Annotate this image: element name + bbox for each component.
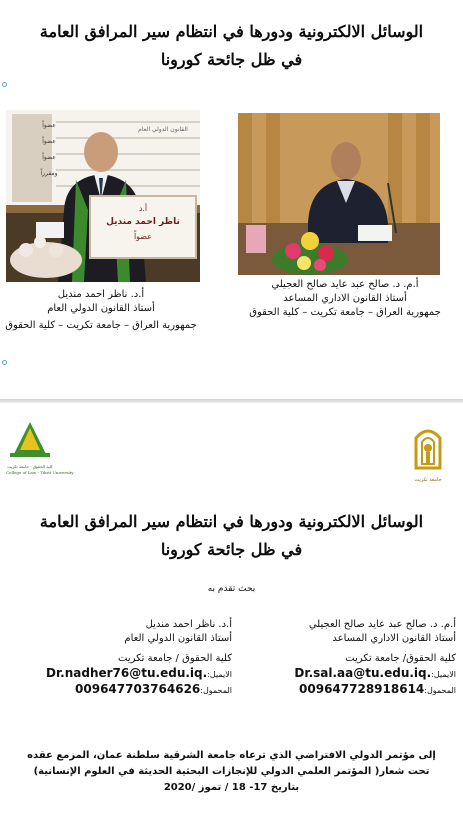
author-left-phone: 009647703764626 <box>75 682 201 696</box>
caption-left-affiliation: جمهورية العراق – جامعة تكريت – كلية الحقوق <box>5 320 197 331</box>
margin-dot <box>2 360 7 365</box>
nameplate <box>92 202 194 243</box>
author-right-name: أ.م. د. صالح عبد عايد صالح العجيلي <box>308 619 456 630</box>
page-title-line1: الوسائل الالكترونية ودورها في انتظام سير المرافق العامة <box>39 22 424 41</box>
nameplate-line2: ناظر احمد منديل <box>106 217 180 227</box>
conference-text <box>20 748 443 796</box>
college-logo-icon <box>6 420 54 460</box>
caption-left-title: أستاذ القانون الدولي العام <box>47 303 155 314</box>
caption-right-title: أستاذ القانون الاداري المساعد <box>283 293 407 304</box>
photo-right <box>238 113 440 275</box>
college-logo-text-ar: كلية الحقوق - جامعة تكريت <box>7 464 53 469</box>
page-divider <box>0 399 463 403</box>
author-right-affiliation: كلية الحقوق/ جامعة تكريت <box>345 653 456 664</box>
college-of-law-logo <box>6 420 74 475</box>
board-label-1: عضواً <box>42 122 56 129</box>
author-right-phone-row <box>232 682 456 698</box>
university-logo-text: جامعة تكريت <box>414 477 442 483</box>
page-title-line2: في ظل جائحة كورونا <box>160 50 303 69</box>
photo-left <box>6 110 200 282</box>
margin-dot <box>2 82 7 87</box>
presented-by: بحث تقدم به <box>207 584 256 594</box>
caption-right-affiliation: جمهورية العراق – جامعة تكريت – كلية الحقوق <box>249 307 441 318</box>
conference-line3: بتاريخ 17- 18 / تموز /2020 <box>163 782 300 793</box>
author-right-title: أستاذ القانون الاداري المساعد <box>332 633 456 644</box>
university-logo-icon <box>406 424 450 472</box>
paper-title-line1: الوسائل الالكترونية ودورها في انتظام سير المرافق العامة <box>39 512 424 531</box>
tikrit-university-logo <box>406 424 450 484</box>
author-left-name: أ.د. ناظر احمد منديل <box>145 619 232 630</box>
nameplate-line3: عضواً <box>133 232 153 241</box>
author-left-phone-label: المحمول: <box>200 686 232 695</box>
author-right-phone-label: المحمول: <box>424 686 456 695</box>
author-right-email: Dr.sal.aa@tu.edu.iq. <box>294 666 432 680</box>
author-left-block <box>20 618 232 698</box>
author-right-email-row <box>232 666 456 682</box>
author-left-email-row <box>20 666 232 682</box>
author-right-block <box>232 618 456 698</box>
board-heading: القانون الدولي العام <box>138 126 188 133</box>
caption-right-name: أ.م. د. صالح عبد عايد صالح العجيلي <box>271 279 419 290</box>
caption-right <box>232 278 458 320</box>
author-left-affiliation: كلية الحقوق / جامعة تكريت <box>118 653 232 664</box>
board-label-2: عضواً <box>42 138 56 145</box>
author-left-phone-row <box>20 682 232 698</box>
board-labels <box>36 118 62 182</box>
nameplate-line1: أ.د <box>138 204 148 213</box>
caption-left <box>2 288 200 333</box>
caption-left-name: أ.د. ناظر احمد منديل <box>57 289 145 300</box>
author-left-email: Dr.nadher76@tu.edu.iq. <box>46 666 208 680</box>
conference-line1: إلى مؤتمر الدولي الافتراضي الذي ترعاه جامعة الشرقية سلطنة عمان، المزمع عقده <box>27 750 436 761</box>
conference-line2: تحت شعار( المؤتمر العلمي الدولي للإنجازات البحثية الحديثة في العلوم الإنسانية) <box>33 766 430 777</box>
author-left-email-label: الايميل: <box>207 670 232 679</box>
board-label-3: عضواً ومقرراً <box>40 154 58 177</box>
author-right-email-label: الايميل: <box>431 670 456 679</box>
paper-title-line2: في ظل جائحة كورونا <box>160 540 303 559</box>
author-right-phone: 009647728918614 <box>299 682 425 696</box>
author-left-title: أستاذ القانون الدولي العام <box>124 633 232 644</box>
photo-right-scene <box>238 113 440 275</box>
college-logo-text-en: College of Law - Tikrit University <box>6 470 74 475</box>
